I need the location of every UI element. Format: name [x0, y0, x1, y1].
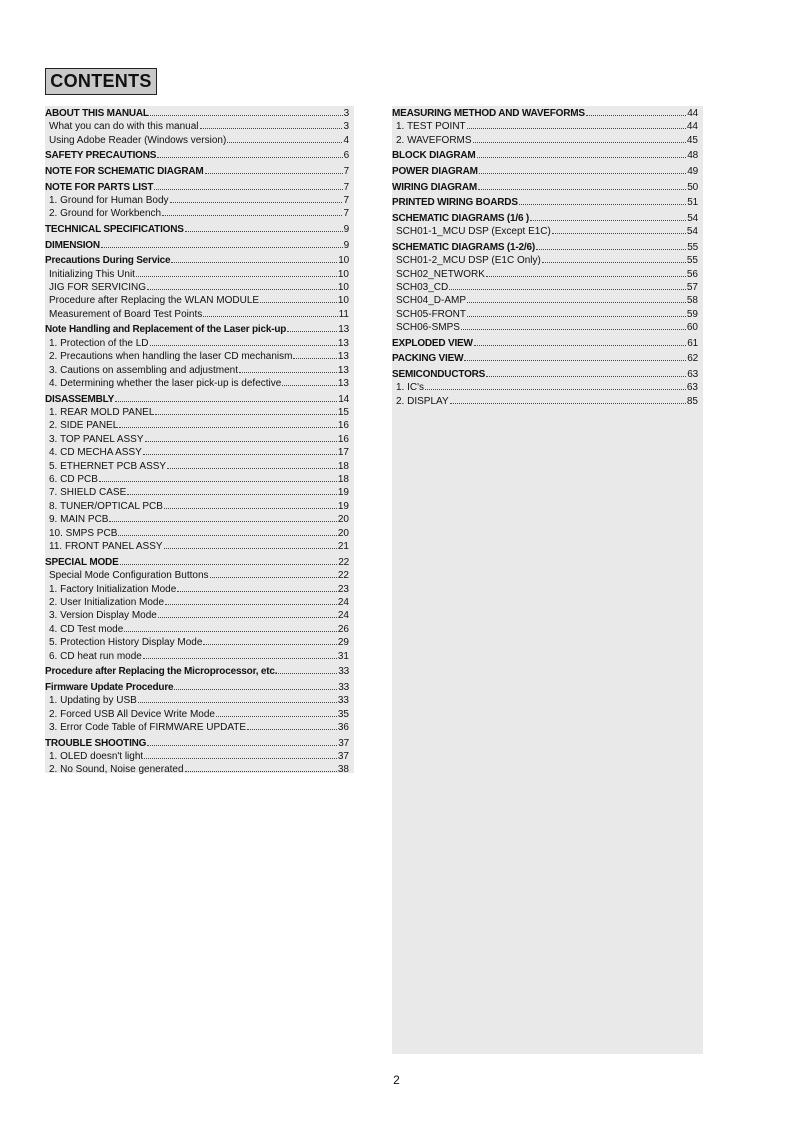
toc-entry-page: 33	[338, 681, 349, 693]
toc-entry-page: 58	[686, 295, 698, 307]
toc-entry-label: 2. User Initialization Mode	[49, 596, 165, 608]
toc-section-entry[interactable]	[45, 254, 349, 267]
toc-entry-label: NOTE FOR PARTS LIST	[45, 181, 154, 193]
toc-subentry[interactable]	[45, 650, 349, 663]
dot-leader	[464, 360, 686, 361]
toc-entry-label: Initializing This Unit	[49, 268, 135, 280]
dot-leader	[247, 729, 337, 730]
toc-subentry[interactable]	[45, 406, 349, 419]
toc-entry-label: SCH01-2_MCU DSP (E1C Only)	[396, 255, 541, 267]
dot-leader	[203, 644, 336, 645]
toc-subentry[interactable]	[45, 694, 349, 707]
toc-entry-page: 63	[687, 369, 698, 380]
dot-leader	[542, 262, 686, 263]
toc-entry-page: 3	[343, 121, 349, 133]
toc-entry-label: SCH06-SMPS	[396, 322, 460, 334]
toc-entry-page: 44	[686, 121, 698, 133]
dot-leader	[150, 345, 337, 346]
toc-entry-page: 29	[337, 637, 349, 649]
toc-subentry[interactable]	[392, 268, 698, 281]
dot-leader	[282, 385, 337, 386]
dot-leader	[536, 249, 686, 250]
toc-subentry[interactable]	[392, 294, 698, 307]
toc-entry-page: 31	[337, 650, 349, 662]
toc-entry-label: SAFETY PRECAUTIONS	[45, 150, 157, 162]
toc-entry-label: PRINTED WIRING BOARDS	[392, 197, 518, 209]
toc-entry-page: 37	[338, 737, 349, 749]
dot-leader	[143, 454, 337, 455]
toc-subentry[interactable]	[45, 337, 349, 350]
toc-subentry[interactable]	[45, 419, 349, 432]
dot-leader	[165, 604, 337, 605]
toc-entry-page: 20	[337, 514, 349, 526]
toc-entry-page: 35	[337, 708, 349, 720]
toc-section-entry[interactable]	[45, 165, 349, 178]
toc-subentry[interactable]	[45, 636, 349, 649]
toc-entry-page: 16	[337, 420, 349, 432]
dot-leader	[150, 115, 343, 116]
toc-entry-label: SCH04_D-AMP	[396, 295, 467, 307]
toc-entry-page: 54	[687, 212, 698, 224]
toc-subentry[interactable]	[45, 486, 349, 499]
toc-entry-page: 18	[337, 474, 349, 486]
toc-entry-label: Procedure after Replacing the WLAN MODULE	[49, 295, 260, 307]
toc-entry-label: SCH02_NETWORK	[396, 268, 485, 280]
toc-subentry[interactable]	[45, 446, 349, 459]
dot-leader	[164, 548, 337, 549]
dot-leader	[293, 358, 336, 359]
toc-entry-label: 1. IC's	[396, 382, 425, 394]
toc-subentry[interactable]	[45, 207, 349, 220]
page-number: 2	[393, 1073, 400, 1087]
toc-entry-label: Using Adobe Reader (Windows version)	[49, 134, 227, 146]
toc-entry-page: 21	[337, 541, 349, 553]
toc-entry-page: 48	[687, 150, 698, 162]
toc-entry-page: 4	[343, 134, 349, 146]
toc-entry-page: 9	[343, 224, 349, 235]
toc-entry-page: 85	[686, 395, 698, 407]
toc-section-entry[interactable]	[392, 165, 698, 178]
toc-section-entry[interactable]	[392, 368, 698, 381]
toc-subentry[interactable]	[45, 721, 349, 734]
toc-entry-page: 13	[337, 337, 349, 349]
toc-entry-page: 13	[337, 378, 349, 390]
dot-leader	[530, 220, 686, 221]
toc-entry-page: 10	[337, 282, 349, 293]
toc-column-left	[45, 106, 354, 776]
toc-entry-label: 2. Forced USB All Device Write Mode	[49, 708, 215, 720]
toc-subentry[interactable]	[392, 254, 698, 267]
dot-leader	[461, 329, 686, 330]
dot-leader	[162, 215, 342, 216]
toc-entry-page: 19	[337, 500, 349, 512]
dot-leader	[486, 276, 686, 277]
toc-entry-label: SCH03_CD	[396, 282, 449, 293]
contents-title: CONTENTS	[45, 68, 157, 95]
toc-entry-label: DISASSEMBLY	[45, 393, 115, 405]
toc-subentry[interactable]	[45, 708, 349, 721]
toc-subentry[interactable]	[392, 395, 698, 408]
toc-subentry[interactable]	[45, 500, 349, 513]
dot-leader	[143, 658, 337, 659]
toc-section-entry[interactable]	[392, 107, 698, 120]
dot-leader	[473, 142, 686, 143]
toc-entry-label: 7. SHIELD CASE	[49, 487, 127, 499]
toc-subentry[interactable]	[45, 294, 349, 307]
toc-entry-page: 38	[337, 764, 349, 776]
toc-entry-label: SPECIAL MODE	[45, 556, 119, 568]
dot-leader	[155, 414, 336, 415]
toc-section-entry[interactable]	[45, 665, 349, 678]
toc-subentry[interactable]	[45, 134, 349, 147]
toc-subentry[interactable]	[45, 194, 349, 207]
toc-entry-page: 45	[686, 134, 698, 146]
toc-section-entry[interactable]	[392, 181, 698, 194]
toc-subentry[interactable]	[45, 763, 349, 776]
toc-entry-page: 7	[343, 166, 349, 177]
toc-entry-page: 55	[686, 255, 698, 267]
dot-leader	[278, 673, 337, 674]
toc-entry-label: 4. Determining whether the laser pick-up is defective	[49, 378, 282, 390]
toc-subentry[interactable]	[45, 281, 349, 294]
dot-leader	[127, 494, 337, 495]
toc-entry-label: 1. REAR MOLD PANEL	[49, 407, 155, 419]
toc-entry-label: TROUBLE SHOOTING	[45, 737, 147, 749]
dot-leader	[477, 157, 687, 158]
dot-leader	[467, 302, 686, 303]
dot-leader	[167, 468, 337, 469]
toc-section-entry[interactable]	[45, 556, 349, 569]
dot-leader	[478, 189, 686, 190]
toc-entry-label: 4. CD Test mode	[49, 623, 124, 635]
toc-section-entry[interactable]	[45, 107, 349, 120]
toc-column-right	[392, 106, 703, 1054]
dot-leader	[216, 716, 337, 717]
dot-leader	[450, 403, 686, 404]
toc-entry-label: 3. TOP PANEL ASSY	[49, 433, 144, 445]
toc-entry-page: 51	[687, 197, 698, 209]
toc-subentry[interactable]	[45, 433, 349, 446]
dot-leader	[144, 758, 337, 759]
toc-subentry[interactable]	[392, 225, 698, 238]
dot-leader	[158, 617, 337, 618]
toc-entry-label: SCH05-FRONT	[396, 308, 467, 320]
toc-entry-page: 7	[343, 195, 349, 206]
toc-entry-page: 22	[337, 570, 349, 582]
toc-entry-label: Firmware Update Procedure	[45, 681, 174, 693]
toc-entry-page: 9	[343, 239, 349, 251]
toc-entry-label: 3. Error Code Table of FIRMWARE UPDATE	[49, 721, 247, 733]
toc-entry-label: SCH01-1_MCU DSP (Except E1C)	[396, 226, 551, 238]
toc-entry-label: 5. Protection History Display Mode	[49, 637, 203, 649]
dot-leader	[185, 771, 337, 772]
toc-entry-label: 11. FRONT PANEL ASSY	[49, 541, 163, 553]
toc-entry-page: 44	[687, 108, 698, 119]
toc-entry-page: 62	[687, 353, 698, 365]
toc-entry-page: 6	[343, 150, 349, 162]
dot-leader	[109, 521, 336, 522]
toc-entry-page: 61	[687, 337, 698, 349]
toc-subentry[interactable]	[392, 381, 698, 394]
dot-leader	[170, 202, 343, 203]
toc-entry-label: JIG FOR SERVICING	[49, 282, 147, 293]
toc-entry-label: WIRING DIAGRAM	[392, 181, 477, 193]
toc-subentry[interactable]	[45, 623, 349, 636]
toc-entry-page: 10	[338, 255, 349, 267]
toc-entry-label: Special Mode Configuration Buttons	[49, 570, 209, 582]
toc-entry-label: POWER DIAGRAM	[392, 166, 478, 177]
toc-entry-label: BLOCK DIAGRAM	[392, 150, 476, 162]
toc-subentry[interactable]	[45, 569, 349, 582]
toc-entry-page: 33	[338, 666, 349, 678]
toc-entry-label: EXPLODED VIEW	[392, 337, 473, 349]
toc-entry-label: 9. MAIN PCB	[49, 514, 109, 526]
toc-entry-label: ABOUT THIS MANUAL	[45, 108, 149, 119]
toc-entry-label: TECHNICAL SPECIFICATIONS	[45, 224, 184, 235]
toc-subentry[interactable]	[45, 473, 349, 486]
toc-entry-page: 24	[337, 596, 349, 608]
dot-leader	[287, 331, 337, 332]
toc-entry-label: SCHEMATIC DIAGRAMS (1-2/6)	[392, 241, 535, 253]
toc-section-entry[interactable]	[392, 241, 698, 254]
toc-entry-page: 10	[337, 295, 349, 307]
dot-leader	[124, 631, 337, 632]
toc-subentry[interactable]	[45, 120, 349, 133]
toc-entry-page: 10	[337, 268, 349, 280]
toc-entry-label: Note Handling and Replacement of the Laser pick-up	[45, 324, 287, 336]
dot-leader	[227, 142, 342, 143]
dot-leader	[145, 441, 337, 442]
toc-entry-page: 14	[338, 393, 349, 405]
dot-leader	[177, 591, 337, 592]
toc-entry-label: 8. TUNER/OPTICAL PCB	[49, 500, 163, 512]
dot-leader	[171, 262, 337, 263]
toc-entry-page: 7	[343, 181, 349, 193]
toc-entry-label: Precautions During Service	[45, 255, 171, 267]
dot-leader	[185, 231, 343, 232]
toc-entry-label: NOTE FOR SCHEMATIC DIAGRAM	[45, 166, 204, 177]
dot-leader	[136, 276, 337, 277]
toc-entry-label: PACKING VIEW	[392, 353, 464, 365]
toc-section-entry[interactable]	[392, 337, 698, 350]
toc-entry-label: MEASURING METHOD AND WAVEFORMS	[392, 108, 585, 119]
dot-leader	[239, 372, 337, 373]
toc-entry-page: 49	[687, 166, 698, 177]
dot-leader	[205, 173, 343, 174]
dot-leader	[120, 564, 338, 565]
toc-section-entry[interactable]	[45, 181, 349, 194]
toc-entry-label: 2. Precautions when handling the laser CD mechanism	[49, 351, 293, 363]
toc-subentry[interactable]	[45, 460, 349, 473]
toc-entry-page: 60	[686, 322, 698, 334]
dot-leader	[115, 401, 337, 402]
toc-entry-label: 10. SMPS PCB	[49, 527, 118, 539]
dot-leader	[147, 745, 337, 746]
toc-entry-label: 2. DISPLAY	[396, 395, 449, 407]
dot-leader	[138, 702, 337, 703]
toc-entry-label: DIMENSION	[45, 239, 100, 251]
toc-entry-label: SCHEMATIC DIAGRAMS (1/6 )	[392, 212, 530, 224]
dot-leader	[203, 316, 337, 317]
toc-entry-page: 22	[338, 556, 349, 568]
toc-entry-label: 6. CD PCB	[49, 474, 98, 486]
toc-entry-page: 54	[686, 226, 698, 238]
toc-subentry[interactable]	[45, 609, 349, 622]
toc-subentry[interactable]	[45, 268, 349, 281]
toc-subentry[interactable]	[45, 596, 349, 609]
toc-entry-label: 1. Updating by USB	[49, 695, 137, 707]
dot-leader	[101, 247, 343, 248]
toc-subentry[interactable]	[45, 540, 349, 553]
toc-entry-page: 13	[337, 364, 349, 376]
toc-subentry[interactable]	[392, 308, 698, 321]
toc-subentry[interactable]	[392, 134, 698, 147]
dot-leader	[157, 157, 342, 158]
dot-leader	[260, 302, 337, 303]
dot-leader	[174, 689, 337, 690]
toc-section-entry[interactable]	[45, 239, 349, 252]
toc-entry-page: 15	[337, 407, 349, 419]
toc-entry-page: 17	[337, 447, 349, 459]
toc-entry-label: 3. Cautions on assembling and adjustment	[49, 364, 239, 376]
dot-leader	[200, 128, 343, 129]
toc-section-entry[interactable]	[392, 352, 698, 365]
toc-subentry[interactable]	[392, 120, 698, 133]
dot-leader	[164, 508, 337, 509]
toc-subentry[interactable]	[45, 527, 349, 540]
toc-entry-label: Measurement of Board Test Points	[49, 308, 203, 320]
dot-leader	[552, 233, 686, 234]
toc-subentry[interactable]	[45, 583, 349, 596]
toc-entry-page: 37	[337, 750, 349, 762]
toc-entry-page: 56	[686, 268, 698, 280]
toc-entry-page: 11	[338, 308, 349, 320]
toc-section-entry[interactable]	[45, 149, 349, 162]
dot-leader	[586, 115, 686, 116]
toc-entry-label: 5. ETHERNET PCB ASSY	[49, 460, 167, 472]
toc-entry-label: Procedure after Replacing the Microprocessor, etc.	[45, 666, 278, 678]
toc-subentry[interactable]	[45, 513, 349, 526]
dot-leader	[210, 577, 337, 578]
toc-subentry[interactable]	[45, 364, 349, 377]
dot-leader	[147, 289, 337, 290]
toc-section-entry[interactable]	[392, 149, 698, 162]
dot-leader	[486, 376, 686, 377]
toc-entry-page: 23	[337, 583, 349, 595]
toc-section-entry[interactable]	[45, 393, 349, 406]
dot-leader	[479, 173, 687, 174]
dot-leader	[154, 189, 342, 190]
toc-entry-page: 13	[337, 351, 349, 363]
toc-entry-label: 1. OLED doesn't light	[49, 750, 144, 762]
toc-entry-label: 2. WAVEFORMS	[396, 134, 472, 146]
toc-entry-page: 55	[687, 241, 698, 253]
toc-entry-page: 18	[337, 460, 349, 472]
toc-section-entry[interactable]	[45, 681, 349, 694]
toc-entry-page: 50	[687, 181, 698, 193]
toc-subentry[interactable]	[45, 350, 349, 363]
toc-entry-page: 3	[343, 108, 349, 119]
toc-entry-label: SEMICONDUCTORS	[392, 369, 486, 380]
toc-entry-label: What you can do with this manual	[49, 121, 199, 133]
toc-entry-page: 63	[686, 382, 698, 394]
toc-section-entry[interactable]	[45, 737, 349, 750]
dot-leader	[467, 128, 686, 129]
toc-entry-label: 2. Ground for Workbench	[49, 208, 162, 220]
toc-entry-page: 7	[343, 208, 349, 220]
toc-entry-page: 16	[337, 433, 349, 445]
toc-entry-label: 1. Ground for Human Body	[49, 195, 169, 206]
toc-entry-label: 1. Protection of the LD	[49, 337, 149, 349]
toc-entry-label: 1. TEST POINT	[396, 121, 466, 133]
dot-leader	[425, 389, 686, 390]
toc-entry-page: 19	[337, 487, 349, 499]
dot-leader	[99, 481, 337, 482]
dot-leader	[474, 345, 687, 346]
toc-entry-label: 4. CD MECHA ASSY	[49, 447, 142, 459]
toc-section-entry[interactable]	[45, 223, 349, 236]
toc-subentry[interactable]	[45, 377, 349, 390]
toc-entry-label: 2. No Sound, Noise generated	[49, 764, 184, 776]
toc-entry-page: 26	[337, 623, 349, 635]
toc-subentry[interactable]	[45, 308, 349, 321]
toc-entry-page: 57	[686, 282, 698, 293]
toc-entry-page: 59	[686, 308, 698, 320]
dot-leader	[118, 535, 337, 536]
toc-subentry[interactable]	[392, 281, 698, 294]
toc-entry-label: 3. Version Display Mode	[49, 610, 157, 622]
dot-leader	[119, 427, 337, 428]
toc-entry-page: 33	[337, 695, 349, 707]
toc-section-entry[interactable]	[45, 323, 349, 336]
toc-entry-label: 2. SIDE PANEL	[49, 420, 119, 432]
toc-entry-page: 24	[337, 610, 349, 622]
toc-entry-page: 20	[337, 527, 349, 539]
toc-subentry[interactable]	[392, 321, 698, 334]
dot-leader	[467, 316, 686, 317]
toc-entry-page: 36	[337, 721, 349, 733]
toc-section-entry[interactable]	[392, 196, 698, 209]
dot-leader	[519, 204, 686, 205]
toc-entry-label: 1. Factory Initialization Mode	[49, 583, 177, 595]
toc-entry-label: 6. CD heat run mode	[49, 650, 142, 662]
toc-entry-page: 13	[338, 324, 349, 336]
dot-leader	[449, 289, 686, 290]
toc-section-entry[interactable]	[392, 212, 698, 225]
toc-subentry[interactable]	[45, 750, 349, 763]
